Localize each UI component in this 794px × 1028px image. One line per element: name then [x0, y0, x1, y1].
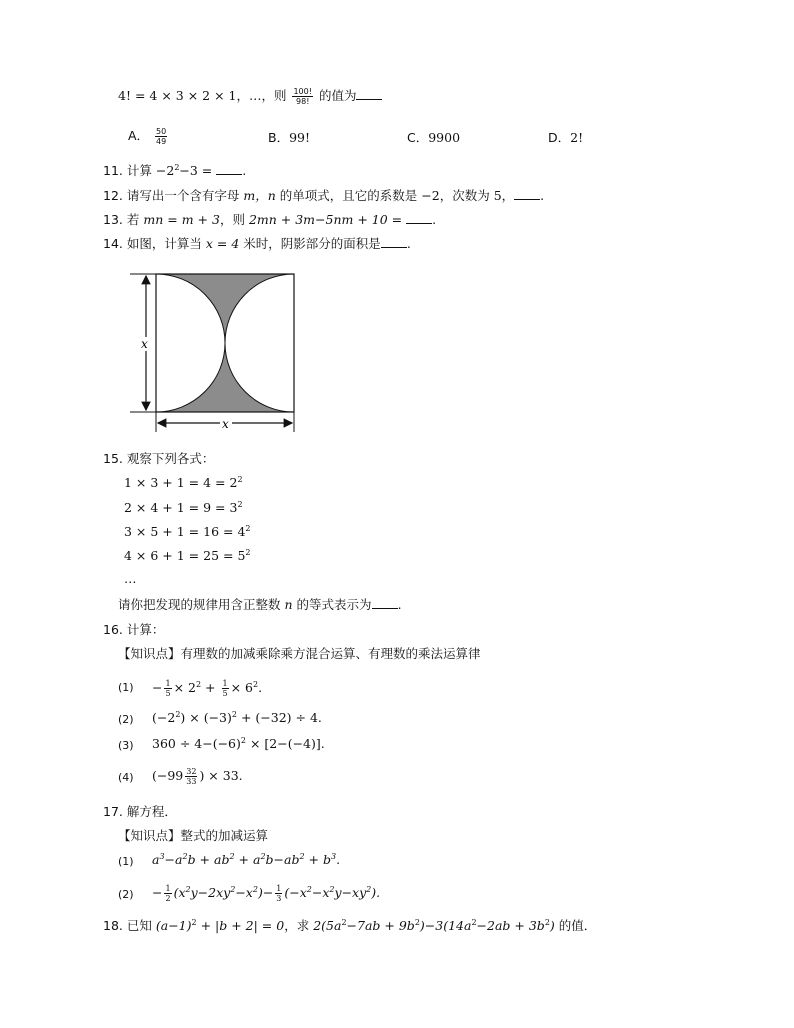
pattern-line-1: $1 \times 3 + 1 = 4 = 2^2$	[124, 475, 243, 490]
question-16-title: 16. 计算：	[103, 622, 165, 637]
q16-item-3-expr: $360 \div 4-(-6)^2 \times [2-(-4)]$.	[152, 736, 325, 751]
q10-option-b[interactable]: B．99!	[268, 130, 311, 145]
question-18: 18. 已知 $(a-1)^2 + |b + 2| = 0$，求 $2(5a^2-7ab + 9b^2)-3(14a^2-2ab + 3b^2)$ 的值．	[103, 918, 597, 933]
q16-item-1-expr: − $\frac{1}{5}$ × $2^2$ + $\frac{1}{5}$ × $6^2$.	[152, 679, 263, 698]
answer-blank[interactable]	[356, 88, 382, 100]
q17-item-2-expr: − $\frac{1}{2}$ $(x^2y-2xy^2-x^2)-$ $\frac{1}{3}$ $(-x^2-x^2y-xy^2)$.	[152, 884, 381, 903]
q10-option-a[interactable]: A． $\frac{50}{49}$	[128, 127, 167, 146]
q10-option-d[interactable]: D．2!	[548, 130, 584, 145]
q17-item-1-expr: $a^3-a^2b + ab^2 + a^2b-ab^2 + b^3$.	[152, 852, 341, 867]
q18-expression: $2(5a^2-7ab + 9b^2)-3(14a^2-2ab + 3b^2)$	[313, 918, 555, 933]
answer-blank[interactable]	[381, 236, 407, 248]
question-14: 14. 如图，计算当 x = 4 米时，阴影部分的面积是 .	[103, 236, 411, 251]
q10-option-c[interactable]: C．9900	[407, 130, 461, 145]
q16-item-2-expr: $(-2^2) \times (-3)^2 + (-32) \div 4$.	[152, 710, 322, 725]
q17-item-2-label: (2)	[118, 888, 134, 901]
q16-item-4-label: (4)	[118, 771, 134, 784]
q16-item-1-label: (1)	[118, 681, 134, 694]
q17-item-1-label: (1)	[118, 855, 134, 868]
answer-blank[interactable]	[406, 212, 432, 224]
shaded-region-top	[156, 274, 294, 343]
q16-knowledge-point: 【知识点】有理数的加减乘除乘方混合运算、有理数的乘法运算律	[118, 646, 481, 661]
q16-item-3-label: (3)	[118, 739, 134, 752]
answer-blank[interactable]	[372, 597, 398, 609]
q16-item-2-label: (2)	[118, 713, 134, 726]
q10-fraction: $\frac{100!}{98!}$	[293, 87, 312, 106]
q10-stem: 4! = 4 × 3 × 2 × 1，…，则 $\frac{100!}{98!}$ 的值为	[118, 87, 382, 106]
pattern-line-3: $3 \times 5 + 1 = 16 = 4^2$	[124, 524, 251, 539]
question-12: 12. 请写出一个含有字母 m，n 的单项式，且它的系数是 −2，次数为 5， .	[103, 188, 545, 203]
q18-condition: $(a-1)^2 + |b + 2| = 0$	[155, 918, 285, 933]
pattern-line-2: $2 \times 4 + 1 = 9 = 3^2$	[124, 500, 243, 515]
width-label: x	[222, 417, 229, 431]
question-11: 11. 计算 $-2^2-3$ = .	[103, 163, 247, 178]
q16-item-4-expr: (−99 $\frac{32}{33}$ ) × 33.	[152, 767, 243, 786]
q15-ask: 请你把发现的规律用含正整数 n 的等式表示为 .	[118, 597, 402, 612]
answer-blank[interactable]	[514, 188, 540, 200]
q14-figure	[128, 266, 308, 436]
answer-blank[interactable]	[216, 163, 242, 175]
q11-expression: $-2^2-3$ =	[155, 163, 213, 178]
height-label: x	[141, 337, 148, 351]
shaded-region-bottom	[156, 343, 294, 412]
q17-knowledge-point: 【知识点】整式的加减运算	[118, 828, 269, 843]
question-15-title: 15. 观察下列各式：	[103, 451, 215, 466]
pattern-ellipsis: …	[124, 571, 137, 586]
question-17-title: 17. 解方程．	[103, 804, 177, 819]
pattern-line-4: $4 \times 6 + 1 = 25 = 5^2$	[124, 548, 251, 563]
question-13: 13. 若 mn = m + 3，则 2mn + 3m−5nm + 10 = .	[103, 212, 437, 227]
